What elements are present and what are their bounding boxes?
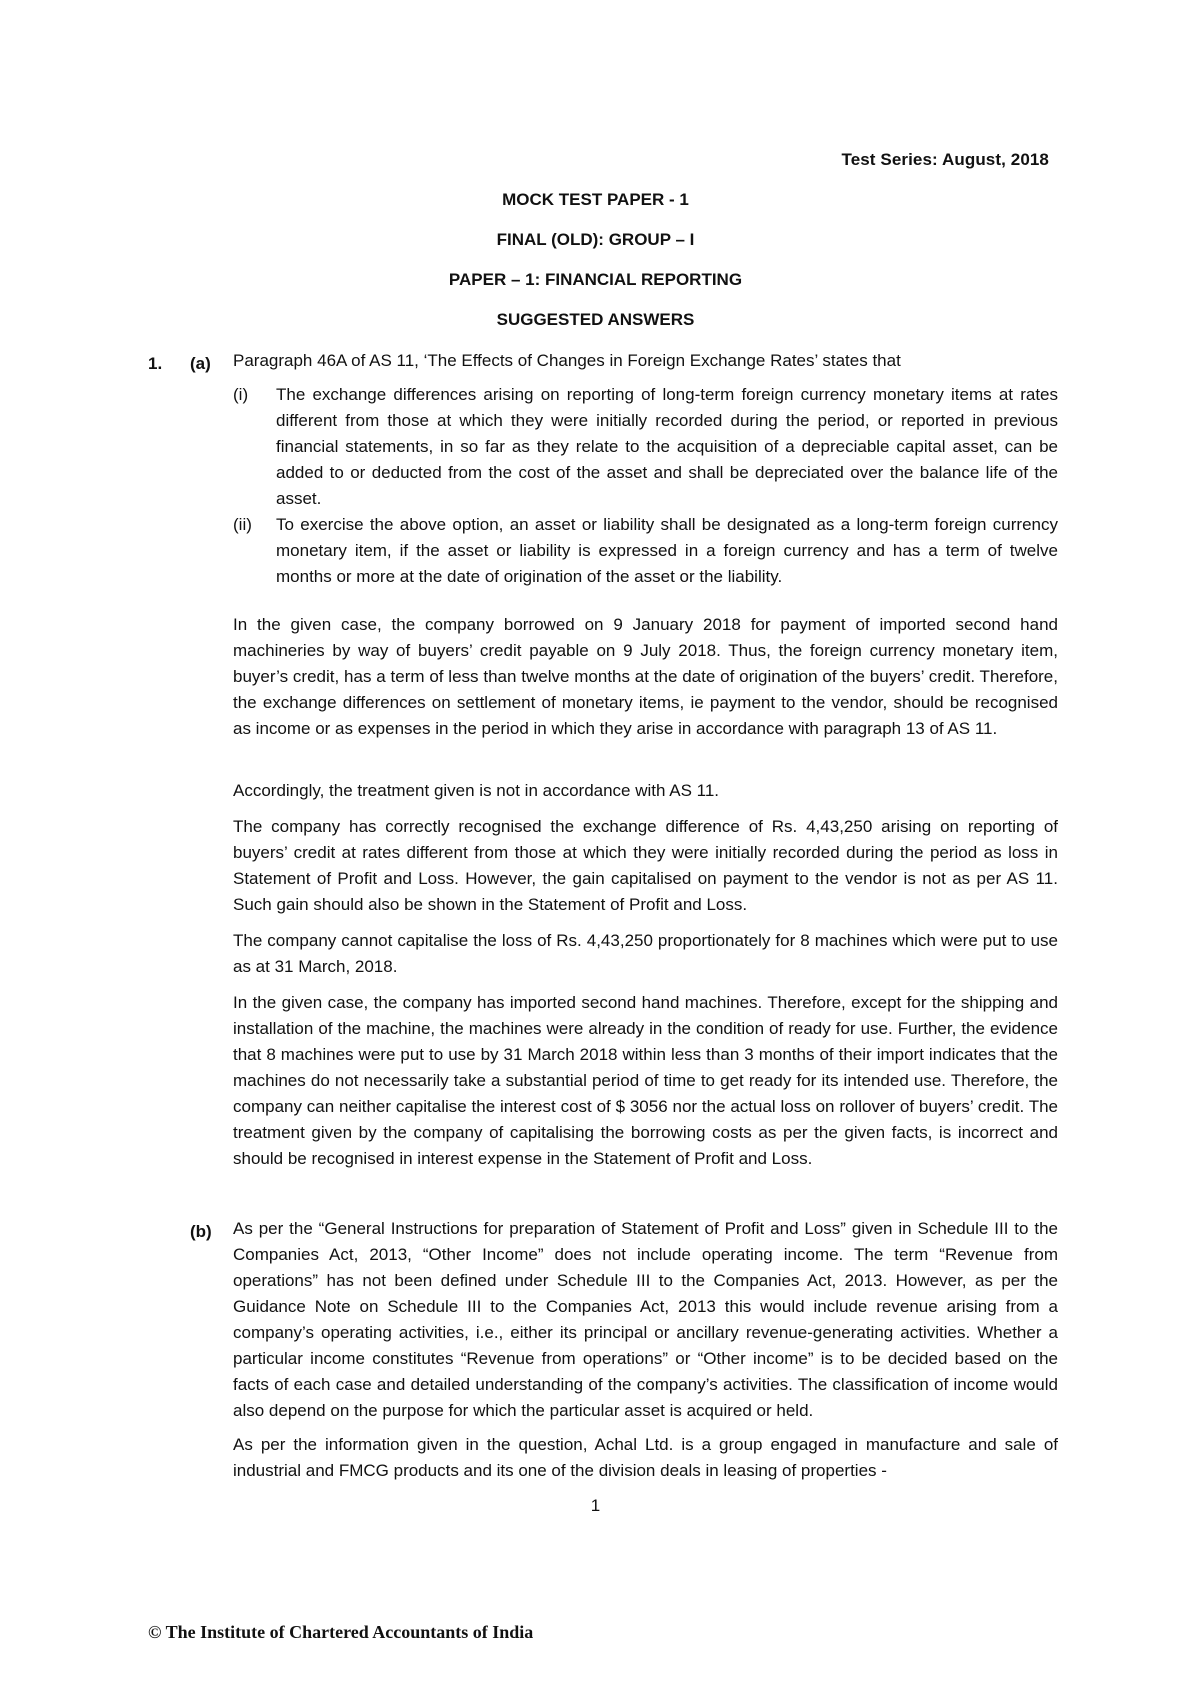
list-item-marker: (ii) bbox=[233, 515, 252, 534]
question-number: 1. bbox=[148, 354, 163, 373]
list-item bbox=[233, 512, 1058, 590]
paragraph: Accordingly, the treatment given is not in accordance with AS 11. bbox=[233, 781, 720, 800]
paragraph: The company cannot capitalise the loss of Rs. 4,43,250 proportionately for 8 machines which were put to use as at 31 March, 2018. bbox=[233, 931, 1058, 976]
test-series-label: Test Series: August, 2018 bbox=[841, 150, 1049, 169]
list-item-text: The exchange differences arising on reporting of long-term foreign currency monetary items at rates different from those at which they were initially recorded during the period, or reported in previous financial statements, in so far as they relate to the acquisition of a depreciable capital asset, can be added to or deducted from the cost of the asset and shall be depreciated over the balance life of the asset. bbox=[276, 385, 1058, 508]
page-number: 1 bbox=[590, 1496, 601, 1515]
paragraph: In the given case, the company borrowed on 9 January 2018 for payment of imported second hand machineries by way of buyers’ credit payable on 9 July 2018. Thus, the foreign currency monetary item, buyer’s credit, has a term of less than twelve months at the date of origination of the buyers’ credit. Therefore, the exchange differences on settlement of monetary items, ie payment to the vendor, should be recognised as income or as expenses in the period in which they arise in accordance with paragraph 13 of AS 11. bbox=[233, 615, 1058, 738]
paragraph: In the given case, the company has imported second hand machines. Therefore, except for the shipping and installation of the machine, the machines were already in the condition of ready for use. Further, the evidence that 8 machines were put to use by 31 March 2018 within less than 3 months of their import indicates that the machines do not necessarily take a substantial period of time to get ready for its intended use. Therefore, the company can neither capitalise the interest cost of $ 3056 nor the actual loss on rollover of buyers’ credit. The treatment given by the company of capitalising the borrowing costs as per the given facts, is incorrect and should be recognised in interest expense in the Statement of Profit and Loss. bbox=[233, 993, 1058, 1168]
list-item-marker: (i) bbox=[233, 385, 249, 404]
part-a-intro: Paragraph 46A of AS 11, ‘The Effects of Changes in Foreign Exchange Rates’ states that bbox=[233, 351, 901, 370]
part-b-label: (b) bbox=[190, 1222, 212, 1241]
list-item bbox=[233, 382, 1058, 512]
part-a-label: (a) bbox=[190, 354, 211, 373]
group-title: FINAL (OLD): GROUP – I bbox=[496, 230, 695, 249]
mock-test-title: MOCK TEST PAPER - 1 bbox=[502, 190, 689, 209]
list-item-text: To exercise the above option, an asset or liability shall be designated as a long-term foreign currency monetary item, if the asset or liability is expressed in a foreign currency and has a term of twelve months or more at the date of origination of the asset or the liability. bbox=[276, 515, 1058, 586]
paragraph: The company has correctly recognised the exchange difference of Rs. 4,43,250 arising on reporting of buyers’ credit at rates different from those at which they were initially recorded during the period as loss in Statement of Profit and Loss. However, the gain capitalised on payment to the vendor is not as per AS 11. Such gain should also be shown in the Statement of Profit and Loss. bbox=[233, 817, 1058, 914]
paragraph: As per the “General Instructions for preparation of Statement of Profit and Loss” given in Schedule III to the Companies Act, 2013, “Other Income” does not include operating income. The term “Revenue from operations” has not been defined under Schedule III to the Companies Act, 2013. However, as per the Guidance Note on Schedule III to the Companies Act, 2013 this would include revenue arising from a company’s operating activities, i.e., either its principal or ancillary revenue-generating activities. Whether a particular income constitutes “Revenue from operations” or “Other income” is to be decided based on the facts of each case and detailed understanding of the company’s activities. The classification of income would also depend on the purpose for which the particular asset is acquired or held. bbox=[233, 1219, 1058, 1420]
suggested-answers-title: SUGGESTED ANSWERS bbox=[496, 310, 695, 329]
paper-title: PAPER – 1: FINANCIAL REPORTING bbox=[448, 270, 743, 289]
paragraph: As per the information given in the question, Achal Ltd. is a group engaged in manufacture and sale of industrial and FMCG products and its one of the division deals in leasing of properties - bbox=[233, 1435, 1058, 1480]
copyright-footer: © The Institute of Chartered Accountants of India bbox=[148, 1622, 534, 1642]
